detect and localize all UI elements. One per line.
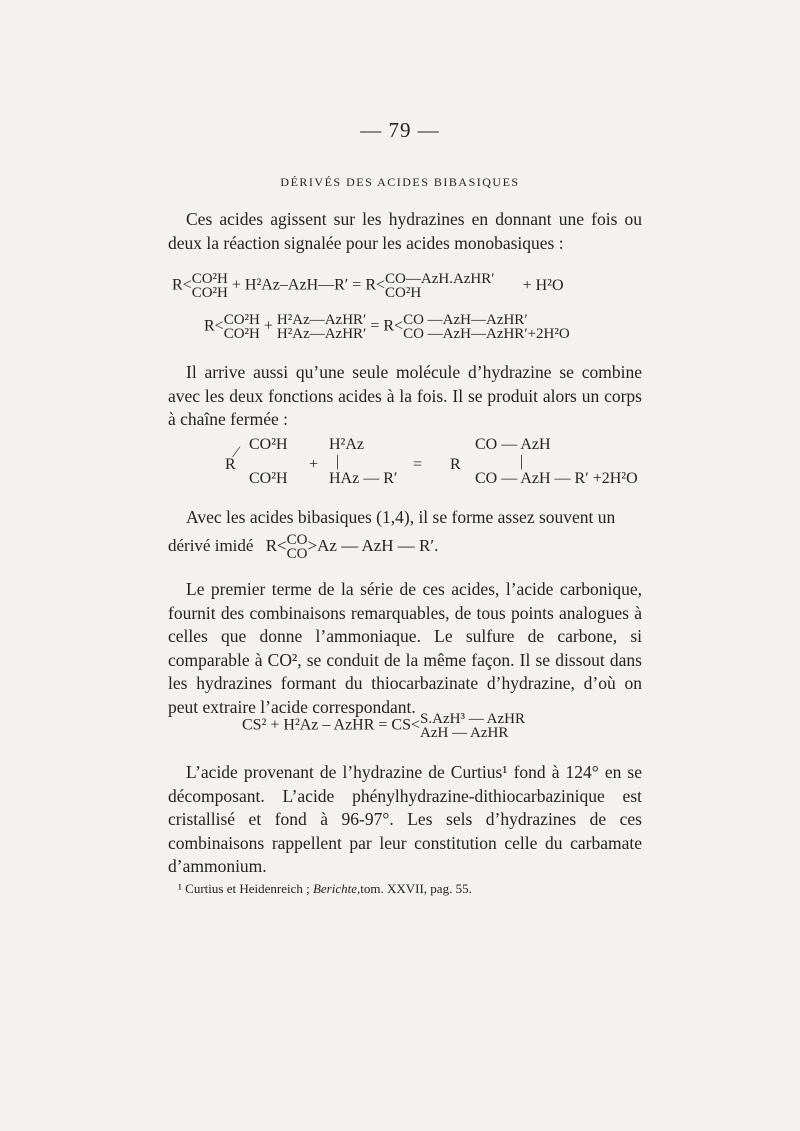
eq3-plus: + [309, 456, 319, 473]
eq1-left-stack [192, 272, 228, 300]
eq1-right-r: R [365, 276, 376, 294]
eq3-right-top: CO — AzH [475, 436, 551, 453]
page-number: — 79 — [360, 118, 440, 142]
eq4-top: S.AzH³ — AzHR [420, 711, 525, 727]
eq1-right-bottom: CO²H [385, 285, 422, 301]
imide-r: R [265, 535, 278, 555]
eq2-left-r: R [204, 317, 215, 335]
imide-rest: >Az — AzH — R′. [307, 535, 439, 555]
imide-bottom: CO [286, 546, 308, 562]
eq3-right-bar: | [520, 453, 524, 470]
equation-3: R ⁄ CO²H CO²H + H²Az | HAz — R′ = R CO — AzH | CO — AzH — R′ +2H²O [225, 436, 638, 487]
paragraph-4-text: Le premier terme de la série de ces acides, l’acide carbonique, fournit des combinaisons remarquables, de tous points analogues à celles que donne l’ammoniaque. Le sulfure de carbone, si comparable à CO², se conduit de la même façon. Il se dissout dans les hydrazines formant du thiocarbazinate d’hydrazine, d’où on peut extraire l’acide correspondant. [168, 579, 642, 717]
paragraph-3-formula-line: dérivé imidé R< CO CO >Az — AzH — R′. [168, 532, 439, 562]
eq3-right-bottom: CO — AzH — R′ +2H²O [475, 470, 638, 487]
footnote-authors: Curtius et Heidenreich ; [185, 881, 310, 896]
eq1-right-stack [385, 272, 495, 300]
equation-1: R< CO²H CO²H + H²Az–AzH—R′ = R< CO—AzH.AzHR′ CO²H + H²O [172, 271, 564, 301]
eq3-right-r: R [450, 456, 461, 473]
eq3-reagent-top: H²Az [329, 436, 365, 453]
eq2-right-bottom: CO —AzH—AzHR′+2H²O [403, 326, 570, 342]
paragraph-2-text: Il arrive aussi qu’une seule molécule d’hydrazine se combine avec les deux fonctions acides à la fois. Il se produit alors un corps à chaîne fermée : [168, 362, 642, 430]
eq1-reagent: + H²Az–AzH—R′ [231, 276, 349, 294]
eq3-top: CO²H [249, 436, 288, 453]
eq2-equals: = [370, 317, 380, 335]
footnote-journal: Berichte, [312, 881, 361, 896]
eq4-bottom: AzH — AzHR [420, 725, 509, 741]
paragraph-3-text-b: dérivé imidé [168, 535, 254, 555]
eq2-reagent-stack [277, 313, 366, 341]
eq2-left-stack [224, 313, 260, 341]
paragraph-5-text: L’acide provenant de l’hydrazine de Curtius¹ fond à 124° en se décomposant. L’acide phénylhydrazine-dithiocarbazinique est cristallisé et fond à 96-97°. Les sels d’hydrazines de ces combinaisons rappellent par leur constitution celle du carbamate d’ammonium. [168, 762, 642, 877]
intro-text: Ces acides agissent sur les hydrazines en donnant une fois ou deux la réaction signalée pour les acides monobasiques : [168, 209, 642, 253]
eq1-left-r: R [172, 276, 183, 294]
eq3-equals: = [413, 456, 423, 473]
eq2-right-stack [403, 313, 570, 341]
eq3-bottom: CO²H [249, 470, 288, 487]
footnote [178, 881, 472, 897]
eq2-reagent-bottom: H²Az—AzHR′ [276, 326, 367, 342]
eq1-equals: = [352, 276, 362, 294]
eq3-reagent-bar: | [336, 453, 340, 470]
intro-paragraph [168, 208, 642, 255]
eq2-reagent-top: H²Az—AzHR′ [276, 312, 367, 328]
eq2-right-r: R [383, 317, 395, 335]
equation-2: R< CO²H CO²H + H²Az—AzHR′ H²Az—AzHR′ = R< CO —AzH—AzHR′ CO —AzH—AzHR′+2H²O [204, 312, 570, 342]
eq1-right-top: CO—AzH.AzHR′ [385, 271, 495, 287]
eq2-left-bottom: CO²H [223, 326, 260, 342]
eq3-reagent-bottom: HAz — R′ [329, 470, 398, 487]
section-heading: DÉRIVÉS DES ACIDES BIBASIQUES [280, 175, 520, 189]
eq2-plus: + [263, 317, 273, 335]
eq4-left: CS² + H²Az – AzHR = CS [242, 716, 411, 734]
eq1-byproduct: + H²O [522, 276, 564, 294]
paragraph-4 [168, 578, 642, 720]
paragraph-5 [168, 761, 642, 879]
paragraph-3 [168, 506, 642, 530]
paragraph-3-text-a: Avec les acides bibasiques (1,4), il se forme assez souvent un [186, 507, 616, 527]
eq1-left-top: CO²H [191, 271, 228, 287]
footnote-mark: ¹ [178, 881, 182, 896]
imide-top: CO [286, 532, 308, 548]
eq2-left-top: CO²H [223, 312, 260, 328]
footnote-ref: tom. XXVII, pag. 55. [360, 881, 472, 896]
equation-4: CS² + H²Az – AzHR = CS< S.AzH³ — AzHR AzH — AzHR [242, 711, 525, 741]
imide-stack [287, 533, 308, 561]
eq3-r: R [225, 456, 236, 473]
eq2-right-top: CO —AzH—AzHR′ [403, 312, 528, 328]
eq1-left-bottom: CO²H [191, 285, 228, 301]
paragraph-2 [168, 361, 642, 432]
eq4-stack [420, 712, 525, 740]
